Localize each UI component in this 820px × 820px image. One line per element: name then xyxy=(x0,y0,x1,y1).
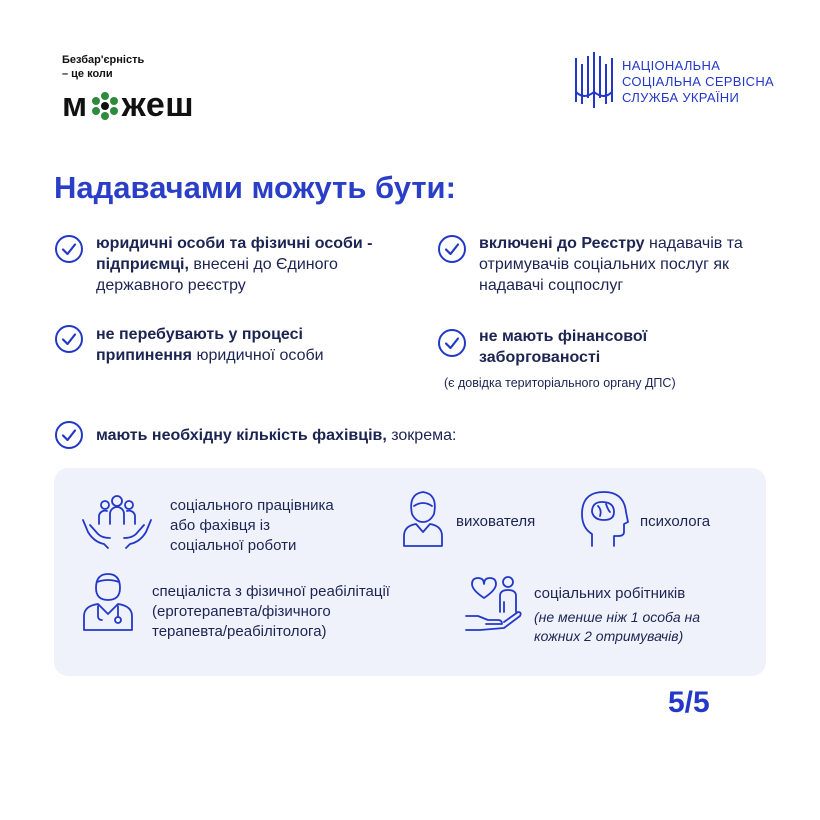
spec-line: або фахівця із xyxy=(170,517,271,534)
spec-line: соціального працівника xyxy=(170,497,334,514)
slogan-line-2: – це коли xyxy=(62,68,113,80)
spec-line: психолога xyxy=(640,513,711,530)
criterion-4-bold: не мають фінансової заборгованості xyxy=(479,328,648,366)
slogan-line-1: Безбар'єрність xyxy=(62,54,145,66)
criterion-3-rest: юридичної особи xyxy=(192,347,324,364)
criterion-1 xyxy=(96,233,406,296)
spec-rehabilitation xyxy=(152,582,390,642)
spec-line: вихователя xyxy=(456,513,536,530)
criterion-2-bold: включені до Реєстру xyxy=(479,235,645,252)
criterion-5-rest: зокрема: xyxy=(386,427,457,444)
criterion-5 xyxy=(96,425,616,446)
spec-line: спеціаліста з фізичної реабілітації xyxy=(152,583,390,600)
spec-note-line: (не менше ніж 1 особа на xyxy=(534,609,701,625)
flower-logo-icon xyxy=(90,91,120,121)
check-circle-icon xyxy=(437,328,467,358)
criterion-2-rest: надавачів та отримувачів соціальних послуг як надавачі соцпослуг xyxy=(479,235,743,294)
criterion-1-bold: юридичні особи та фізичні особи - підприємці, xyxy=(96,235,373,273)
spec-care-workers xyxy=(534,584,685,604)
check-circle-icon xyxy=(437,234,467,264)
spec-line: (ерготерапевта/фізичного xyxy=(152,603,331,620)
hands-people-icon xyxy=(80,492,154,550)
check-circle-icon xyxy=(54,420,84,450)
criterion-2 xyxy=(479,233,779,296)
criterion-5-bold: мають необхідну кількість фахівців, xyxy=(96,427,387,444)
criterion-4 xyxy=(479,326,699,368)
slogan xyxy=(62,53,144,81)
page-indicator: 5/5 xyxy=(668,686,710,719)
head-brain-icon xyxy=(578,488,630,548)
trident-emblem-icon xyxy=(574,52,614,108)
wordmark-left: м xyxy=(62,86,88,124)
educator-icon xyxy=(400,488,446,548)
spec-educator xyxy=(456,512,535,532)
doctor-icon xyxy=(80,570,136,632)
criterion-3-bold: не перебувають у процесі припинення xyxy=(96,326,303,364)
wordmark xyxy=(62,86,194,125)
criterion-3 xyxy=(96,324,396,366)
criterion-4-note: (є довідка територіального органу ДПС) xyxy=(444,376,676,390)
org-name xyxy=(622,58,774,106)
care-hand-icon xyxy=(464,572,524,632)
spec-line: соціальної роботи xyxy=(170,537,297,554)
spec-psychologist xyxy=(640,512,710,532)
check-circle-icon xyxy=(54,234,84,264)
org-name-line-2: СОЦІАЛЬНА СЕРВІСНА xyxy=(622,74,774,89)
org-name-line-1: НАЦІОНАЛЬНА xyxy=(622,58,721,73)
spec-care-workers-note xyxy=(534,608,700,646)
spec-line: соціальних робітників xyxy=(534,585,686,602)
spec-note-line: кожних 2 отримувачів) xyxy=(534,628,684,644)
criterion-1-rest: внесені до Єдиного державного реєстру xyxy=(96,256,338,294)
page-title: Надавачами можуть бути: xyxy=(54,170,456,205)
wordmark-right: жеш xyxy=(121,86,195,124)
spec-line: терапевта/реабілітолога) xyxy=(152,623,327,640)
spec-social-worker xyxy=(170,496,334,556)
check-circle-icon xyxy=(54,324,84,354)
org-name-line-3: СЛУЖБА УКРАЇНИ xyxy=(622,90,740,105)
